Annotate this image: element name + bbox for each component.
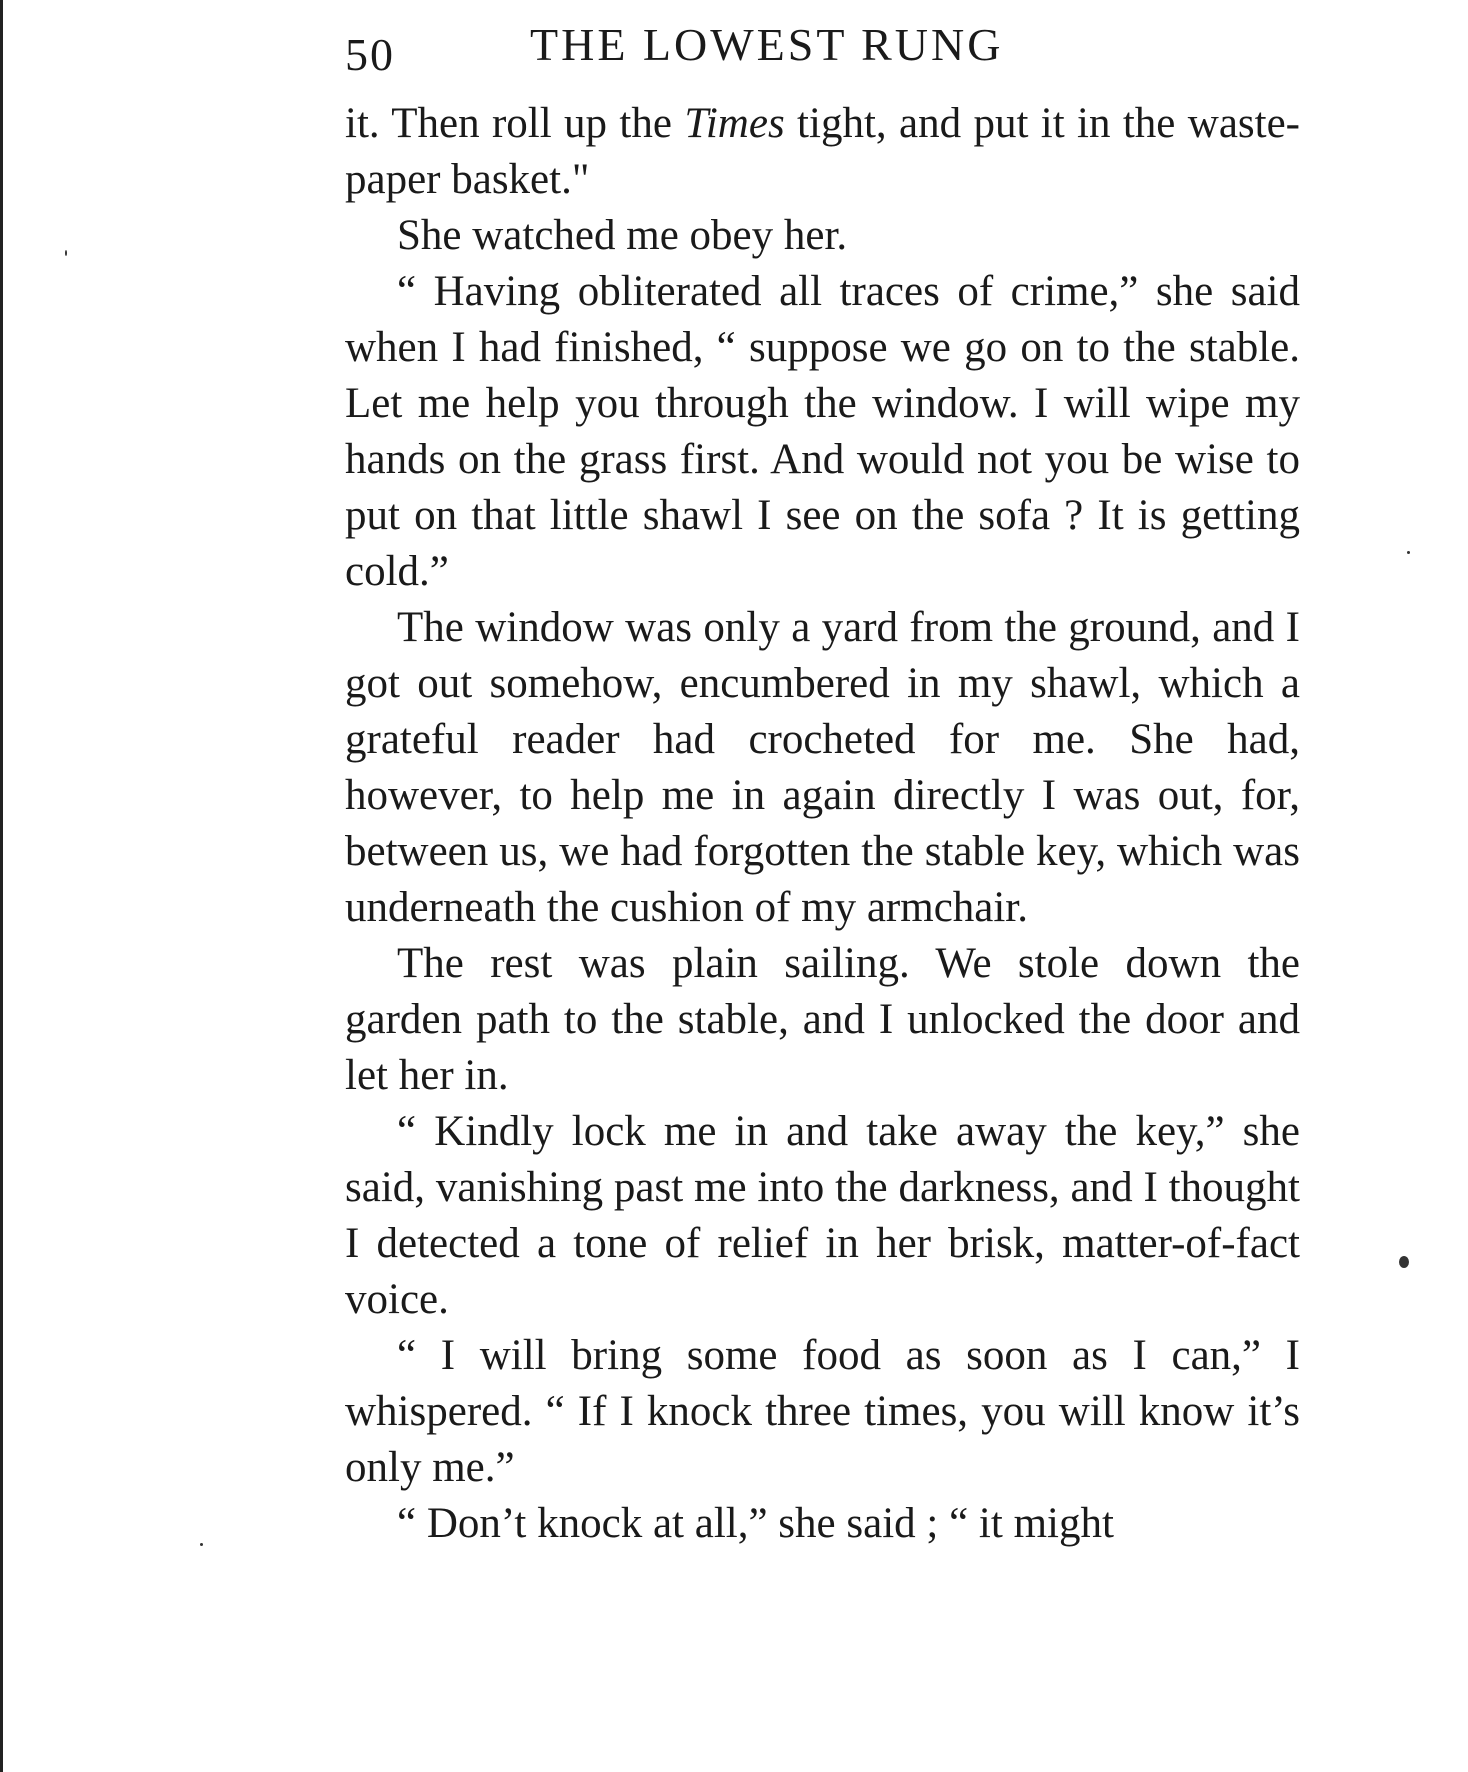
- paragraph-8: “ Don’t knock at all,” she said ; “ it might: [397, 1500, 1114, 1547]
- body-text: [345, 96, 1300, 1552]
- book-page: [345, 18, 1300, 1552]
- paragraph-3: “ Having obliterated all traces of crime,” she said when I had finished, “ suppose we go on to the stable. Let me help you through the window. I will wipe my hands on the grass first. And would not you be wise to put on that little shawl I see on the sofa ? It is getting cold.”: [345, 268, 1300, 595]
- ink-speck: [1399, 1256, 1409, 1268]
- paragraph-7: “ I will bring some food as soon as I can,” I whispered. “ If I knock three times, you will know it’s only me.”: [345, 1332, 1300, 1491]
- paragraph-6: “ Kindly lock me in and take away the key,” she said, vanishing past me into the darkness, and I thought I detected a tone of relief in her brisk, matter-of-fact voice.: [345, 1108, 1300, 1323]
- paragraph-5: The rest was plain sailing. We stole down the garden path to the stable, and I unlocked the door and let her in.: [345, 940, 1300, 1099]
- newspaper-title-italic: Times: [684, 100, 785, 147]
- paragraph-4: The window was only a yard from the ground, and I got out somehow, encumbered in my shawl, which a grateful reader had crocheted for me. She had, however, to help me in again directly I was out, for, between us, we had forgotten the stable key, which was underneath the cushion of my armchair.: [345, 604, 1300, 931]
- running-head: [345, 18, 1300, 84]
- ink-speck: [1407, 551, 1410, 554]
- ink-speck: [65, 250, 67, 256]
- running-title: THE LOWEST RUNG: [530, 19, 1004, 70]
- paragraph-1-text-b: tight, and put it in the waste-paper basket.": [345, 100, 1300, 203]
- page-number: 50: [345, 29, 395, 80]
- paragraph-1: [345, 96, 1300, 208]
- page-edge-rule: [0, 0, 3, 1772]
- paragraph-1-text-a: it. Then roll up the: [345, 100, 685, 147]
- paragraph-2: She watched me obey her.: [397, 212, 848, 259]
- ink-speck: [200, 1543, 203, 1546]
